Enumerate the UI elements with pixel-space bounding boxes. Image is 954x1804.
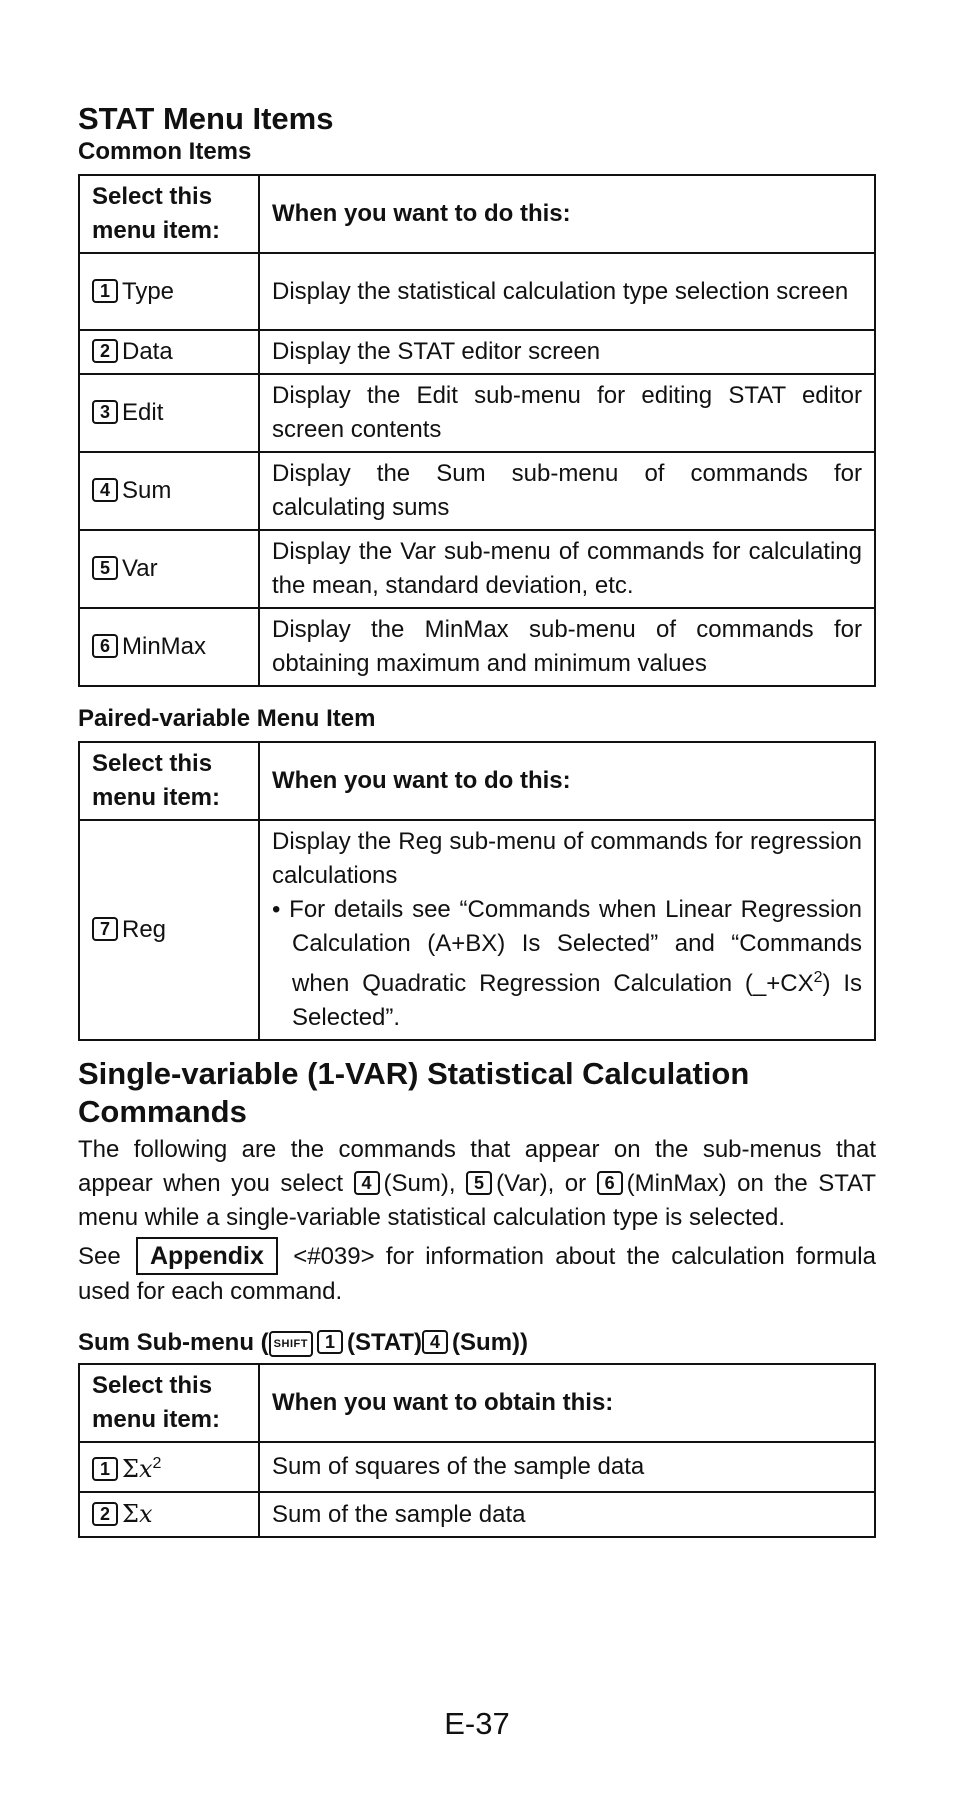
- menu-item-label: Edit: [122, 399, 164, 426]
- menu-item-label: Type: [122, 277, 175, 305]
- key-4-icon: 4: [354, 1171, 380, 1195]
- menu-item-desc: Display the Var sub-menu of commands for calculating the mean, standard deviation, etc.: [259, 530, 875, 608]
- paired-variable-table: [78, 741, 876, 1041]
- reg-details-bullet: • For details see “Commands when Linear Regression Calculation (A+BX) Is Selected” and “Commands when Quadratic Regression Calculation $(\_+CX^2)$ Is Selected”.: [272, 896, 863, 1031]
- menu-item-cell: [79, 253, 259, 330]
- key-2-icon: 2: [92, 1502, 118, 1526]
- menu-item-cell: [79, 608, 259, 686]
- key-1-icon: 1: [92, 1457, 118, 1481]
- subtitle-text: Sum Sub-menu (: [78, 1329, 269, 1356]
- key-4-icon: 4: [92, 478, 118, 502]
- menu-item-desc: Display the STAT editor screen: [259, 330, 875, 374]
- para-text: (Var), or: [496, 1170, 587, 1197]
- single-var-title: Single-variable (1-VAR) Statistical Calculation Commands: [78, 1056, 750, 1129]
- menu-item-label: Sum: [122, 477, 172, 504]
- header-select-item: Select this menu item:: [79, 175, 259, 253]
- table-row: [79, 452, 875, 530]
- bullet-superscript: 2: [813, 969, 823, 986]
- table-row: [79, 1492, 875, 1537]
- key-7-icon: 7: [92, 917, 118, 941]
- page-number: E-37: [444, 1706, 510, 1741]
- key-3-icon: 3: [92, 400, 118, 424]
- reg-desc: Display the Reg sub-menu of commands for regression calculations: [272, 828, 862, 889]
- table-row: [79, 608, 875, 686]
- variable-x: x: [138, 1500, 153, 1528]
- variable-x: x: [138, 1455, 153, 1483]
- table-header-row: [79, 1364, 875, 1442]
- table-row: [79, 253, 875, 330]
- para-text: The following are the commands that appear on the sub-menus that appear when you select: [78, 1136, 876, 1197]
- subtitle-text: (STAT): [346, 1329, 423, 1356]
- menu-item-desc: Sum of squares of the sample data: [259, 1442, 875, 1492]
- table-header-row: [79, 175, 875, 253]
- table-row: [79, 374, 875, 452]
- menu-item-label: Var: [122, 555, 158, 582]
- sigma-symbol: Σ: [122, 1455, 139, 1483]
- menu-item-desc: Display the MinMax sub-menu of commands for obtaining maximum and minimum values: [259, 608, 875, 686]
- shift-key-icon: SHIFT: [269, 1331, 313, 1357]
- subtitle-text: (Sum)): [452, 1329, 529, 1356]
- para-text: <#039> for information about the calculation formula used for each command.: [78, 1243, 876, 1305]
- bullet-text: For details see “Commands when Linear Regression Calculation (A+BX) Is Selected” and “Commands when Quadratic Regression Calculation (_+CX: [289, 896, 862, 997]
- stat-menu-title: STAT Menu Items: [78, 101, 334, 136]
- header-when: When you want to do this:: [259, 742, 875, 820]
- menu-item-cell: [79, 1492, 259, 1537]
- menu-item-label: Data: [122, 338, 173, 365]
- table-row: [79, 330, 875, 374]
- key-4-icon: 4: [422, 1330, 448, 1354]
- table-row: [79, 1442, 875, 1492]
- menu-item-label: Reg: [122, 916, 167, 943]
- appendix-paragraph: [78, 1237, 876, 1309]
- menu-item-desc: Sum of the sample data: [259, 1492, 875, 1537]
- common-items-table: [78, 174, 876, 687]
- header-when: When you want to obtain this:: [259, 1364, 875, 1442]
- bullet-text-end: ) Is Selected”.: [292, 970, 863, 1031]
- common-items-subtitle: Common Items: [78, 138, 252, 165]
- key-1-icon: 1: [317, 1330, 343, 1354]
- sum-submenu-table: [78, 1363, 876, 1538]
- para-text: (MinMax) on the STAT menu while a single-variable statistical calculation type is selected.: [78, 1170, 877, 1231]
- menu-item-cell: [79, 1442, 259, 1492]
- para-text: See: [78, 1243, 121, 1270]
- menu-item-cell: [79, 374, 259, 452]
- table-header-row: [79, 742, 875, 820]
- key-5-icon: 5: [466, 1171, 492, 1195]
- menu-item-cell: [79, 530, 259, 608]
- key-1-icon: 1: [92, 279, 118, 303]
- single-var-paragraph: [78, 1133, 876, 1235]
- sigma-symbol: Σ: [122, 1500, 139, 1528]
- table-row: [79, 820, 875, 1040]
- menu-item-cell: [79, 820, 259, 1040]
- sum-submenu-subtitle: [78, 1327, 876, 1359]
- menu-item-desc: [259, 820, 875, 1040]
- manual-page: [78, 0, 876, 1538]
- header-when: When you want to do this:: [259, 175, 875, 253]
- key-6-icon: 6: [92, 634, 118, 658]
- paired-variable-subtitle: Paired-variable Menu Item: [78, 705, 376, 732]
- header-select-item: Select this menu item:: [79, 1364, 259, 1442]
- key-6-icon: 6: [597, 1171, 623, 1195]
- superscript: 2: [152, 1455, 162, 1472]
- para-text: (Sum),: [383, 1170, 456, 1197]
- menu-item-cell: [79, 330, 259, 374]
- header-select-item: Select this menu item:: [79, 742, 259, 820]
- menu-item-desc: Display the Edit sub-menu for editing STAT editor screen contents: [259, 374, 875, 452]
- table-row: [79, 530, 875, 608]
- key-2-icon: 2: [92, 339, 118, 363]
- menu-item-desc: Display the statistical calculation type selection screen: [259, 253, 875, 330]
- key-5-icon: 5: [92, 556, 118, 580]
- menu-item-cell: [79, 452, 259, 530]
- menu-item-desc: Display the Sum sub-menu of commands for calculating sums: [259, 452, 875, 530]
- appendix-box: Appendix: [136, 1237, 278, 1275]
- menu-item-label: MinMax: [122, 633, 207, 660]
